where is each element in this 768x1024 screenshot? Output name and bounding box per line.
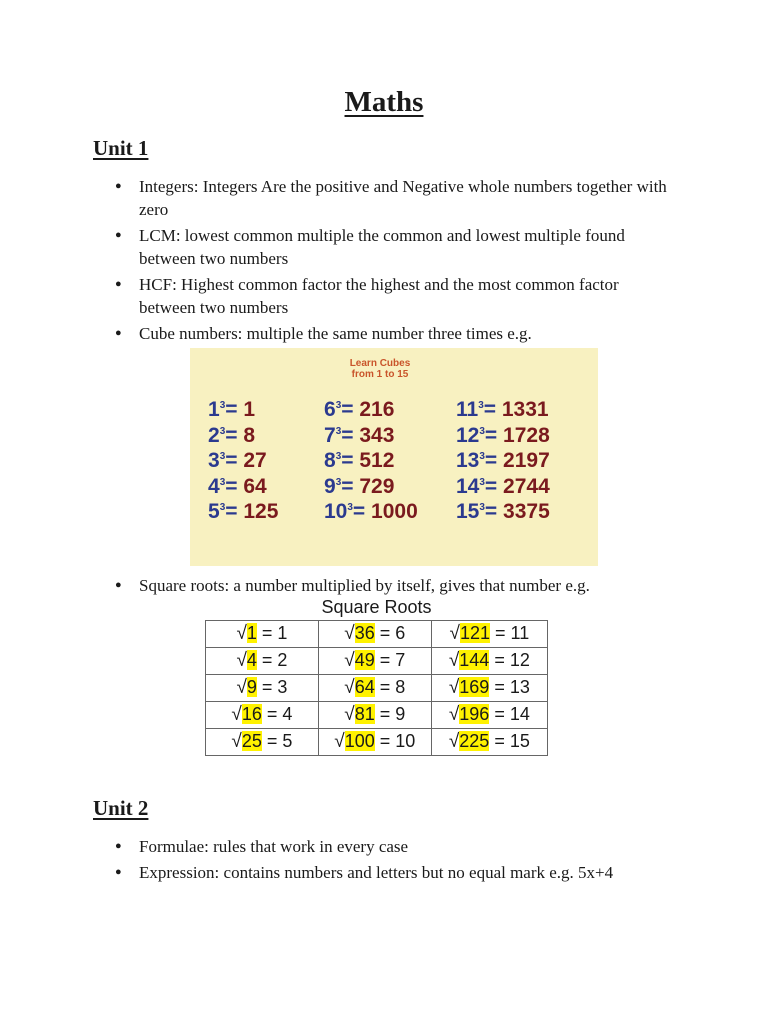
square-root-cell [318,675,431,702]
cube-panel-title: Learn Cubes from 1 to 15 [349,358,411,380]
cube-base: 15 [456,500,480,523]
radicand: 225 [459,731,490,751]
square-root-cell [206,621,319,648]
cube-exponent: 3 [219,425,226,437]
equals-sign: = [225,449,244,472]
equals-sign: = [490,623,511,643]
table-row [206,675,548,702]
table-row [206,729,548,756]
cube-row [456,495,550,521]
radicand: 144 [459,650,490,670]
radicand: 36 [354,623,375,643]
cube-exponent: 3 [219,400,226,411]
radicand: 64 [354,677,375,697]
cube-row [324,393,418,419]
cube-row [208,495,278,521]
table-row [206,648,548,675]
radical-icon: √ [344,623,355,644]
list-item-square-roots: ● Square roots: a number multiplied by itself, gives that number e.g. [93,574,649,597]
cube-value: 729 [359,474,395,498]
root-value: 4 [282,704,293,724]
cube-base: 7 [324,423,336,447]
radicand: 100 [344,731,375,751]
cube-exponent: 3 [347,502,353,513]
radical-icon: √ [448,731,460,752]
radicand: 169 [459,677,490,697]
equals-sign: = [374,650,396,670]
list-item-hcf: ● HCF: Highest common factor the highest and the most common factor between two numbers [93,273,678,319]
root-value: 9 [395,704,406,724]
radicand: 4 [246,650,257,670]
cube-base: 3 [208,449,220,472]
root-value: 10 [395,731,416,751]
cube-value: 64 [243,474,267,498]
cube-base: 6 [324,398,336,421]
cube-column [456,393,550,521]
cube-exponent: 3 [479,476,485,488]
cube-column [324,393,418,521]
unit-1-list [93,175,678,348]
radical-icon: √ [231,704,242,725]
radicand: 121 [459,623,490,643]
radicand: 16 [241,704,262,724]
equals-sign: = [341,423,360,447]
unit-2-list [93,835,678,887]
radical-icon: √ [448,650,460,671]
equals-sign: = [256,677,278,697]
root-value: 11 [510,623,530,643]
square-root-cell [318,621,431,648]
cube-base: 5 [208,500,220,523]
cube-value: 2197 [503,449,550,472]
cube-value: 1728 [503,423,550,447]
root-value: 3 [277,677,288,697]
cube-exponent: 3 [335,400,342,411]
radical-icon: √ [448,704,460,725]
cube-base: 2 [208,423,220,447]
unit-1-heading: Unit 1 [93,136,149,160]
square-root-cell [318,702,431,729]
root-value: 12 [509,650,530,670]
cube-exponent: 3 [219,502,226,513]
cube-value: 3375 [503,500,550,523]
equals-sign: = [484,423,504,447]
radicand: 196 [459,704,490,724]
equals-sign: = [225,398,244,421]
radicand: 81 [354,704,375,724]
cube-exponent: 3 [335,476,342,488]
cube-row [456,419,550,445]
square-root-cell [318,648,431,675]
equals-sign: = [374,731,396,751]
equals-sign: = [489,650,510,670]
root-value: 2 [277,650,288,670]
cube-base: 12 [456,423,480,447]
cube-base: 10 [324,500,348,523]
root-value: 1 [277,623,288,643]
radical-icon: √ [448,677,460,698]
equals-sign: = [483,398,502,421]
table-row [206,621,548,648]
equals-sign: = [256,623,278,643]
equals-sign: = [489,731,510,751]
page-title: Maths [344,86,424,118]
equals-sign: = [261,704,283,724]
radical-icon: √ [334,731,345,752]
cube-value: 2744 [503,474,550,498]
radical-icon: √ [236,677,247,698]
list-item-lcm: ● LCM: lowest common multiple the common and lowest multiple found between two numbers [93,224,678,270]
radicand: 25 [241,731,262,751]
radicand: 9 [246,677,257,697]
cube-value: 125 [243,500,279,523]
equals-sign: = [341,398,360,421]
list-item-cube-numbers: ● Cube numbers: multiple the same number three times e.g. [93,322,678,345]
cube-row [456,393,550,419]
cube-exponent: 3 [478,400,484,411]
cube-exponent: 3 [335,425,342,437]
equals-sign: = [225,500,244,523]
cube-exponent: 3 [335,451,342,462]
root-value: 5 [282,731,293,751]
square-root-cell [318,729,431,756]
list-item-integers: ● Integers: Integers Are the positive and Negative whole numbers together with zero [93,175,678,221]
list-item-expression: ● Expression: contains numbers and letters but no equal mark e.g. 5x+4 [93,861,678,884]
cube-value: 343 [359,423,395,447]
root-value: 15 [509,731,530,751]
cube-value: 216 [359,398,395,421]
equals-sign: = [225,423,244,447]
root-value: 13 [509,677,530,697]
cube-row [208,393,278,419]
square-root-cell [206,702,319,729]
root-value: 14 [509,704,530,724]
cube-base: 8 [324,449,336,472]
radical-icon: √ [344,650,355,671]
list-item-formulae: ● Formulae: rules that work in every case [93,835,678,858]
cube-row [324,495,418,521]
equals-sign: = [225,474,244,498]
equals-sign: = [484,474,504,498]
cube-value: 512 [359,449,395,472]
cube-base: 13 [456,449,480,472]
root-value: 6 [395,623,406,643]
radical-icon: √ [344,704,355,725]
equals-sign: = [341,449,360,472]
cube-base: 1 [208,398,220,421]
cube-exponent: 3 [479,425,485,437]
cube-numbers-image [190,348,598,566]
radicand: 49 [354,650,375,670]
table-row [206,702,548,729]
cube-row [324,444,418,470]
cube-value: 1331 [501,398,549,421]
radical-icon: √ [344,677,355,698]
cube-exponent: 3 [219,451,226,462]
cube-exponent: 3 [479,502,485,513]
equals-sign: = [374,623,396,643]
square-root-cell [206,648,319,675]
square-root-cell [431,729,547,756]
equals-sign: = [484,500,504,523]
cube-column [208,393,278,521]
equals-sign: = [484,449,504,472]
cube-row [456,444,550,470]
equals-sign: = [489,677,510,697]
cube-row [208,419,278,445]
equals-sign: = [374,677,396,697]
cube-exponent: 3 [219,476,226,488]
square-root-cell [206,675,319,702]
equals-sign: = [374,704,396,724]
cube-row [324,470,418,496]
radicand: 1 [246,623,257,643]
equals-sign: = [341,474,360,498]
cube-value: 27 [243,449,267,472]
square-root-cell [431,702,547,729]
equals-sign: = [489,704,510,724]
radical-icon: √ [449,623,460,644]
cube-base: 11 [456,398,479,421]
radical-icon: √ [236,623,247,644]
cube-base: 9 [324,474,336,498]
square-root-cell [206,729,319,756]
cube-value: 1000 [371,500,418,523]
cube-base: 4 [208,474,220,498]
root-value: 8 [395,677,406,697]
cube-row [324,419,418,445]
equals-sign: = [261,731,283,751]
square-roots-title: Square Roots [321,597,432,617]
cube-value: 8 [243,423,256,447]
equals-sign: = [256,650,278,670]
square-root-cell [431,675,547,702]
equals-sign: = [352,500,372,523]
square-root-cell [431,621,547,648]
root-value: 7 [395,650,406,670]
radical-icon: √ [231,731,242,752]
cube-exponent: 3 [479,451,485,462]
square-root-cell [431,648,547,675]
cube-row [456,470,550,496]
cube-row [208,470,278,496]
radical-icon: √ [236,650,247,671]
cube-value: 1 [243,398,256,421]
square-roots-table [205,620,548,756]
cube-row [208,444,278,470]
cube-base: 14 [456,474,480,498]
unit-2-heading: Unit 2 [93,796,149,820]
